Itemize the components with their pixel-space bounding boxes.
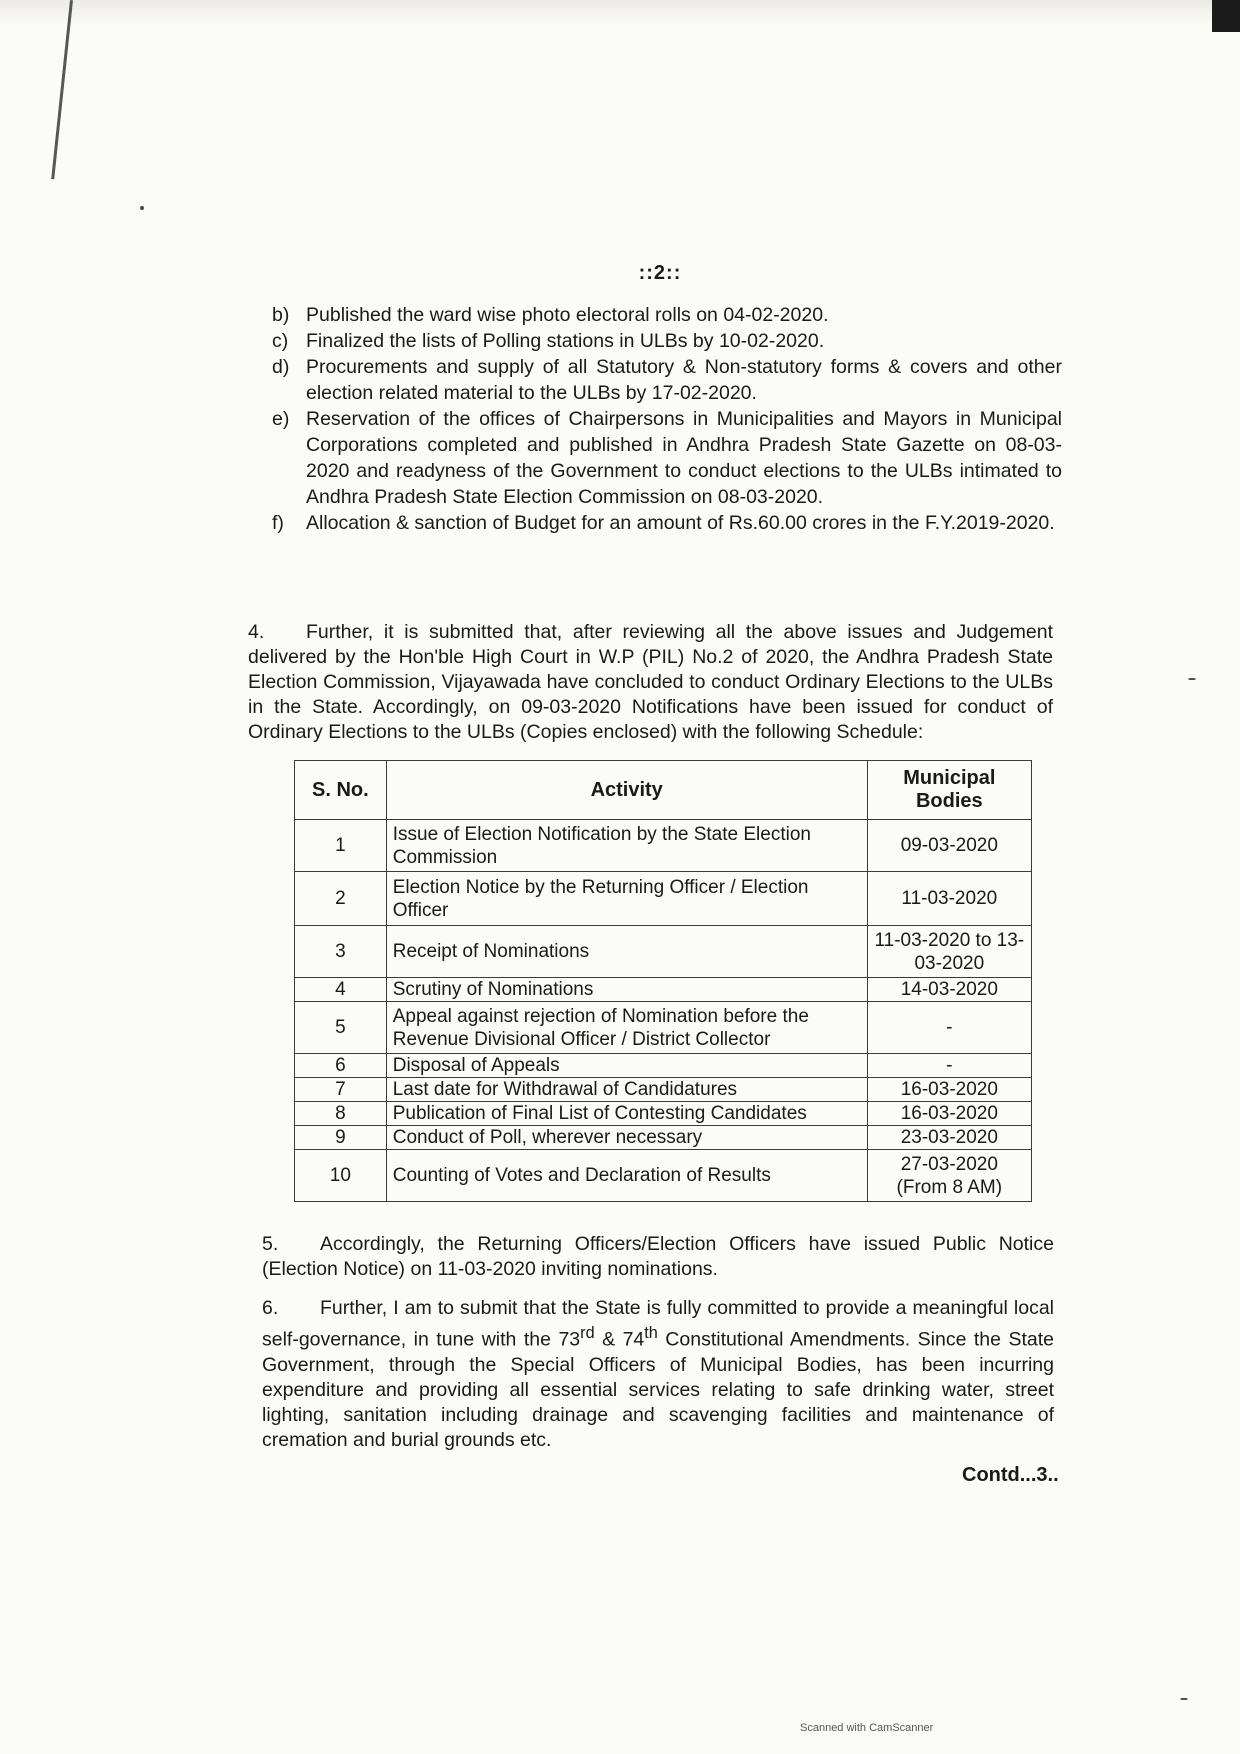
cell-activity: Election Notice by the Returning Officer / Election Officer (386, 872, 867, 926)
superscript-ordinal: th (644, 1324, 658, 1342)
sub-item (272, 302, 1062, 328)
cell-date: 11-03-2020 to 13-03-2020 (867, 926, 1031, 978)
superscript-ordinal: rd (580, 1324, 595, 1342)
sub-item-marker: b) (272, 304, 290, 326)
scanner-watermark: Scanned with CamScanner (800, 1722, 934, 1734)
table-row (295, 820, 1032, 872)
cell-date: - (867, 1054, 1031, 1078)
cell-sno: 3 (295, 926, 387, 978)
table-row (295, 1054, 1032, 1078)
table-row (295, 1102, 1032, 1126)
sub-item (272, 510, 1062, 536)
paragraph-5 (262, 1232, 1054, 1282)
cell-activity: Appeal against rejection of Nomination before the Revenue Divisional Officer / District Collector (386, 1002, 867, 1054)
sub-item (272, 328, 1062, 354)
cell-date: - (867, 1002, 1031, 1054)
sub-item (272, 354, 1062, 406)
paragraph-6 (262, 1296, 1054, 1453)
scan-speck (1180, 1698, 1188, 1700)
paragraph-text: & 74 (594, 1328, 645, 1351)
cell-sno: 4 (295, 978, 387, 1002)
table-header-row (295, 761, 1032, 820)
table-row (295, 872, 1032, 926)
cell-date: 16-03-2020 (867, 1078, 1031, 1102)
table-row (295, 926, 1032, 978)
sub-item-text: Published the ward wise photo electoral rolls on 04-02-2020. (306, 304, 829, 326)
cell-sno: 9 (295, 1126, 387, 1150)
paragraph-number: 6. (262, 1297, 279, 1319)
cell-sno: 6 (295, 1054, 387, 1078)
paragraph-text: Constitutional Amendments. Since the State Government, through the Special Officers of Municipal Bodies, has been incurring expenditure and providing all essential services relating to safe drinking water, street lighting, sanitation including drainage and scavenging facilities and maintenance of cremation and burial grounds etc. (262, 1328, 1055, 1451)
cell-activity: Issue of Election Notification by the State Election Commission (386, 820, 867, 872)
sub-item (272, 406, 1062, 510)
table-row (295, 978, 1032, 1002)
cell-date: 27-03-2020 (From 8 AM) (867, 1150, 1031, 1202)
scan-edge-shadow (0, 0, 1240, 26)
sub-item-list (272, 302, 1062, 536)
cell-date: 14-03-2020 (867, 978, 1031, 1002)
scan-corner-artifact (1212, 0, 1240, 32)
cell-date: 09-03-2020 (867, 820, 1031, 872)
cell-activity: Disposal of Appeals (386, 1054, 867, 1078)
sub-item-text: Reservation of the offices of Chairpersons in Municipalities and Mayors in Municipal Corporations completed and published in Andhra Pradesh State Gazette on 08-03-2020 and readyness of the Government to conduct elections to the ULBs intimated to Andhra Pradesh State Election Commission on 08-03-2020. (306, 408, 1062, 508)
header-municipal-bodies: Municipal Bodies (867, 761, 1031, 820)
scan-speck (140, 206, 144, 210)
sub-item-marker: d) (272, 356, 290, 378)
page-number: ::2:: (638, 262, 682, 284)
table-row (295, 1002, 1032, 1054)
cell-activity: Scrutiny of Nominations (386, 978, 867, 1002)
cell-sno: 2 (295, 872, 387, 926)
cell-activity: Last date for Withdrawal of Candidatures (386, 1078, 867, 1102)
paragraph-text: Further, I am to submit that the State is fully committed to provide a meaningful local self-governance, in tune with the 73 (262, 1297, 1054, 1351)
header-activity: Activity (386, 761, 867, 820)
cell-date: 11-03-2020 (867, 872, 1031, 926)
cell-sno: 7 (295, 1078, 387, 1102)
scan-edge-line (51, 0, 73, 179)
table-row (295, 1126, 1032, 1150)
cell-sno: 8 (295, 1102, 387, 1126)
cell-sno: 1 (295, 820, 387, 872)
header-sno: S. No. (295, 761, 387, 820)
paragraph-text: Further, it is submitted that, after reviewing all the above issues and Judgement delivered by the Hon'ble High Court in W.P (PIL) No.2 of 2020, the Andhra Pradesh State Election Commission, Vijayawada have concluded to conduct Ordinary Elections to the ULBs in the State. Accordingly, on 09-03-2020 Notifications have been issued for conduct of Ordinary Elections to the ULBs (Copies enclosed) with the following Schedule: (248, 621, 1053, 743)
continued-note: Contd...3.. (962, 1464, 1059, 1486)
scan-speck (1188, 678, 1196, 680)
sub-item-text: Allocation & sanction of Budget for an amount of Rs.60.00 crores in the F.Y.2019-2020. (306, 512, 1055, 534)
paragraph-4 (248, 620, 1053, 745)
table-row (295, 1150, 1032, 1202)
table-row (295, 1078, 1032, 1102)
sub-item-text: Finalized the lists of Polling stations in ULBs by 10-02-2020. (306, 330, 825, 352)
sub-item-marker: f) (272, 512, 284, 534)
cell-activity: Publication of Final List of Contesting Candidates (386, 1102, 867, 1126)
sub-item-marker: c) (272, 330, 289, 352)
cell-date: 23-03-2020 (867, 1126, 1031, 1150)
cell-activity: Receipt of Nominations (386, 926, 867, 978)
cell-activity: Counting of Votes and Declaration of Results (386, 1150, 867, 1202)
cell-date: 16-03-2020 (867, 1102, 1031, 1126)
sub-item-marker: e) (272, 408, 290, 430)
election-schedule-table (294, 760, 1032, 1202)
paragraph-text: Accordingly, the Returning Officers/Election Officers have issued Public Notice (Election Notice) on 11-03-2020 inviting nominations. (262, 1233, 1054, 1280)
cell-sno: 10 (295, 1150, 387, 1202)
paragraph-number: 4. (248, 621, 265, 643)
sub-item-text: Procurements and supply of all Statutory & Non-statutory forms & covers and other election related material to the ULBs by 17-02-2020. (306, 356, 1062, 404)
cell-sno: 5 (295, 1002, 387, 1054)
paragraph-number: 5. (262, 1233, 279, 1255)
cell-activity: Conduct of Poll, wherever necessary (386, 1126, 867, 1150)
